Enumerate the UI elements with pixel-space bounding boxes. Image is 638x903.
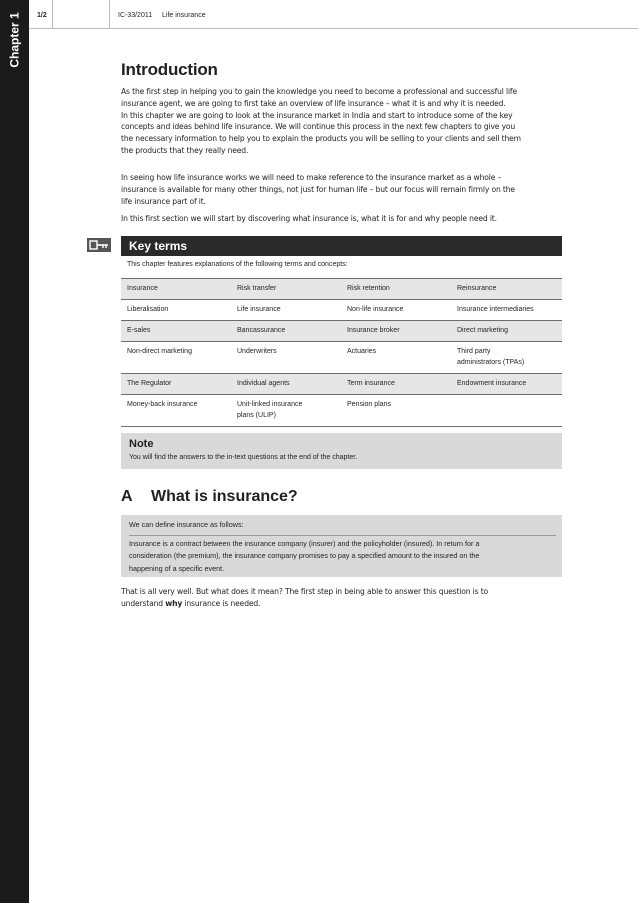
text-run: insurance is needed. bbox=[182, 598, 261, 608]
header-divider bbox=[109, 0, 110, 28]
text-run: understand bbox=[121, 598, 166, 608]
chapter-label: Chapter 1 bbox=[7, 12, 22, 68]
text-line: In this chapter we are going to look at the insurance market in India and start to introduce some of the key bbox=[121, 110, 513, 120]
table-cell: Risk transfer bbox=[231, 279, 341, 300]
intro-paragraph-3 bbox=[121, 213, 566, 225]
key-terms-table bbox=[121, 278, 562, 427]
text-line bbox=[121, 598, 566, 610]
text-line: As the first step in helping you to gain the knowledge you need to become a professional and successful life bbox=[121, 87, 517, 96]
table-row bbox=[121, 279, 562, 300]
text-line: In seeing how life insurance works we will need to make reference to the insurance market as a whole – bbox=[121, 173, 502, 182]
table-cell: Endowment insurance bbox=[451, 374, 562, 395]
chapter-sidebar bbox=[0, 0, 29, 903]
table-row bbox=[121, 374, 562, 395]
table-row bbox=[121, 321, 562, 342]
note-heading: Note bbox=[121, 433, 562, 452]
intro-paragraph-2 bbox=[121, 172, 566, 207]
table-cell: Unit-linked insurance plans (ULIP) bbox=[231, 395, 341, 427]
text-line: concepts and ideas behind life insurance. We will continue this process in the next few chapters to give you bbox=[121, 122, 516, 132]
table-cell: E-sales bbox=[121, 321, 231, 342]
table-cell: Life insurance bbox=[231, 300, 341, 321]
definition-line: happening of a specific event. bbox=[129, 563, 225, 573]
table-cell bbox=[451, 395, 562, 427]
key-terms-title: Key terms bbox=[129, 239, 188, 253]
table-cell: Bancassurance bbox=[231, 321, 341, 342]
key-terms-intro bbox=[121, 258, 562, 276]
text-line: the products that they really need. bbox=[121, 145, 249, 155]
table-cell: Liberalisation bbox=[121, 300, 231, 321]
note-text: You will find the answers to the in-text questions at the end of the chapter. bbox=[121, 452, 562, 469]
definition-intro: We can define insurance as follows: bbox=[129, 519, 556, 536]
text-line: insurance is available for many other things, not just for human life – but our focus will remain firmly on the bbox=[121, 184, 515, 194]
table-cell: Individual agents bbox=[231, 374, 341, 395]
table-cell: Risk retention bbox=[341, 279, 451, 300]
table-cell: Money-back insurance bbox=[121, 395, 231, 427]
text-line: In this first section we will start by discovering what insurance is, what it is for and why people need it. bbox=[121, 214, 497, 223]
table-cell: Non-direct marketing bbox=[121, 342, 231, 374]
table-cell: Insurance intermediaries bbox=[451, 300, 562, 321]
table-cell: Third party administrators (TPAs) bbox=[451, 342, 562, 374]
header-rule bbox=[29, 28, 638, 29]
table-cell: The Regulator bbox=[121, 374, 231, 395]
table-cell: Reinsurance bbox=[451, 279, 562, 300]
chapter-tab bbox=[1, 10, 28, 70]
intro-paragraph-1 bbox=[121, 86, 566, 157]
table-row bbox=[121, 300, 562, 321]
table-row bbox=[121, 342, 562, 374]
course-code: IC-33/2011 bbox=[118, 12, 153, 19]
table-cell: Insurance bbox=[121, 279, 231, 300]
text-line: the necessary information to help you to explain the products you will be selling to your clients and sell them bbox=[121, 134, 521, 144]
table-row bbox=[121, 395, 562, 427]
emphasis-word: why bbox=[165, 598, 183, 608]
table-cell: Pension plans bbox=[341, 395, 451, 427]
key-terms-intro-text: This chapter features explanations of the following terms and concepts: bbox=[127, 261, 348, 268]
header-divider bbox=[52, 0, 53, 28]
table-cell: Actuaries bbox=[341, 342, 451, 374]
definition-line: Insurance is a contract between the insurance company (insurer) and the policyholder (insured). In return for a bbox=[129, 538, 480, 548]
table-cell: Non-life insurance bbox=[341, 300, 451, 321]
page-number: 1/2 bbox=[37, 12, 47, 19]
table-cell: Insurance broker bbox=[341, 321, 451, 342]
follow-up-paragraph bbox=[121, 586, 566, 610]
introduction-heading: Introduction bbox=[121, 60, 218, 79]
section-heading bbox=[121, 488, 298, 506]
text-line: life insurance part of it. bbox=[121, 196, 206, 206]
table-cell: Underwriters bbox=[231, 342, 341, 374]
section-title: What is insurance? bbox=[151, 488, 298, 505]
running-title: Life insurance bbox=[162, 12, 206, 19]
key-terms-heading bbox=[121, 236, 562, 256]
key-icon bbox=[87, 238, 111, 252]
definition-box bbox=[121, 515, 562, 577]
section-letter: A bbox=[121, 488, 133, 505]
definition-line: consideration (the premium), the insurance company promises to pay a specified amount to the insured on the bbox=[129, 551, 480, 561]
text-line: insurance agent, we are going to first take an overview of life insurance – what it is and why it is needed. bbox=[121, 98, 506, 108]
table-cell: Direct marketing bbox=[451, 321, 562, 342]
table-cell: Term insurance bbox=[341, 374, 451, 395]
text-line: That is all very well. But what does it mean? The first step in being able to answer this question is to bbox=[121, 587, 489, 596]
